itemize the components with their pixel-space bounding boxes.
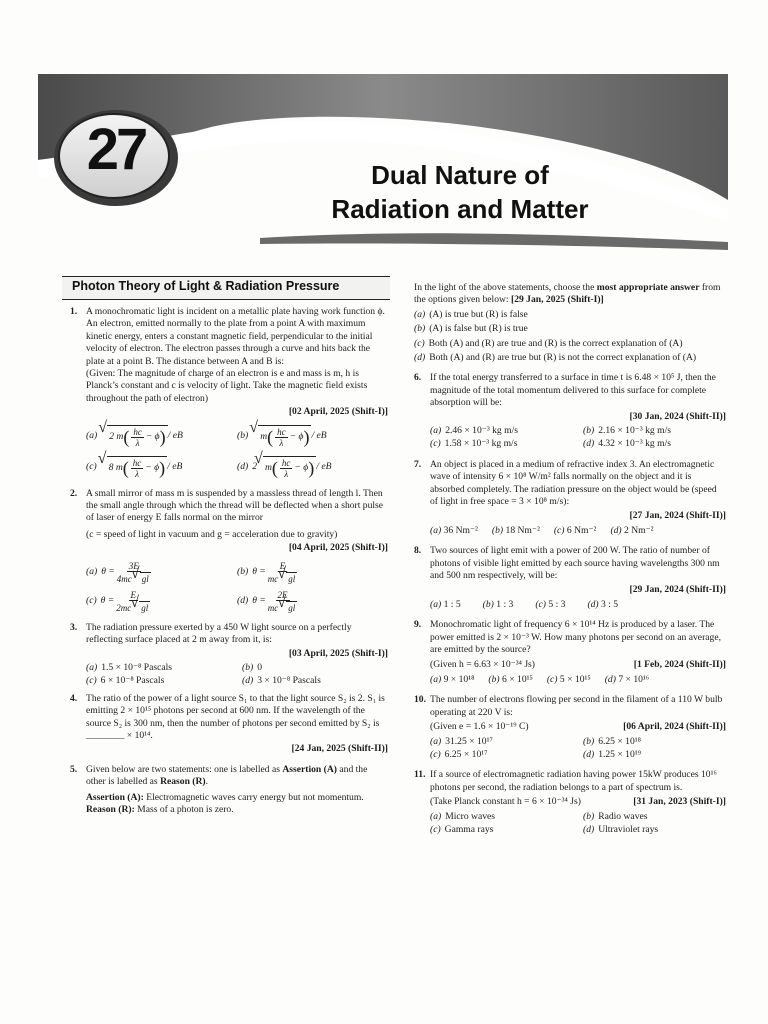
question-10	[414, 694, 726, 761]
question-1	[70, 306, 388, 479]
question-number: 9.	[414, 619, 422, 631]
options-row	[86, 456, 388, 479]
option-a: (a) 31.25 × 10¹⁷	[430, 735, 493, 747]
options-grid	[430, 425, 726, 451]
option-c: (c) Gamma rays	[430, 824, 494, 836]
option-a: (a) 36 Nm⁻²	[430, 524, 478, 536]
option-b: (b) 2.16 × 10⁻³ kg m/s	[583, 425, 671, 437]
option-c: (c) 6 × 10⁻⁸ Pascals	[86, 675, 165, 687]
exam-reference: [31 Jan, 2023 (Shift-I)]	[633, 796, 726, 808]
option-a: (a) √ 2 m ( $\frac{hc}{\lambda}$ − ϕ ) / eB	[86, 425, 237, 448]
option-c: (c) Both (A) and (R) are true and (R) is the correct explanation of (A)	[414, 337, 683, 349]
question-9	[414, 619, 726, 686]
question-7	[414, 459, 726, 537]
question-text: Monochromatic light of frequency 6 × 10¹⁴ Hz is produced by a laser. The power emitted is 2 × 10⁻³ W. How many photons per second on an average, are emitted by the source?	[430, 619, 721, 656]
question-given: (Given: The magnitude of charge of an electron is e and mass is m, h is Planck’s constant and c is velocity of light. Take the magnetic field exists throughout the path of electron)	[86, 368, 368, 404]
question-text: The radiation pressure exerted by a 450 W light source on a perfectly reflecting surface placed at 2 m away from it, is:	[86, 621, 352, 646]
question-number: 10.	[414, 694, 426, 706]
question-number: 1.	[70, 306, 78, 317]
question-text: An object is placed in a medium of refractive index 3. An electromagnetic wave of intensity 6 × 10⁸ W/m² falls normally on the object and it is absorbed completely. The radiation pressure on the object would be (speed of light in free space = 3 × 10⁸ m/s):	[430, 458, 717, 508]
question-text: In the light of the above statements, choose the most appropriate answer from the options given below: [29 Jan, 2025 (Shift-I)]	[414, 282, 721, 306]
left-column	[70, 306, 388, 821]
question-given: (Given e = 1.6 × 10⁻¹⁹ C)	[430, 721, 529, 733]
chapter-title	[290, 158, 630, 226]
options-inline	[430, 525, 726, 537]
option-b: (b) 1 : 3	[482, 598, 514, 610]
exam-reference: [30 Jan, 2024 (Shift-II)]	[629, 410, 726, 422]
option-c: (c) 5 × 10¹⁵	[546, 673, 591, 685]
option-b: (b) 18 Nm⁻²	[491, 524, 540, 536]
option-b: (b) θ = $\frac{E}{mc√ gl}$	[237, 561, 388, 584]
question-number: 2.	[70, 487, 78, 499]
option-d: (d) 2 Nm⁻²	[610, 524, 654, 536]
question-3	[70, 622, 388, 688]
exam-reference: [29 Jan, 2024 (Shift-II)]	[629, 583, 726, 595]
exam-reference: [02 April, 2025 (Shift-I)]	[288, 406, 388, 418]
options-grid	[430, 736, 726, 762]
options-row	[86, 561, 388, 584]
option-a: (a) 1.5 × 10⁻⁸ Pascals	[86, 661, 173, 673]
question-text: The ratio of the power of a light source S₁ to that the light source S₂ is 2. S₁ is emitting 2 × 10¹⁵ photons per second at 600 nm. If the wavelength of the source S₂ is 300 nm, then the number of photons per second emitted by S₂ is ________ × 10¹⁴.	[86, 692, 385, 741]
option-c: (c) 5 : 3	[535, 598, 566, 610]
option-d: (d) 7 × 10¹⁶	[604, 673, 650, 685]
option-c: (c) θ = $\frac{E}{2mc√ gl}$	[86, 590, 237, 613]
option-c: (c) 6 Nm⁻²	[553, 524, 597, 536]
option-d: (d) Both (A) and (R) are true but (R) is not the correct explanation of (A)	[414, 352, 697, 364]
option-d: (d) θ = $\frac{2E}{mc√ gl}$	[237, 590, 388, 613]
question-number: 3.	[70, 621, 78, 633]
option-b: (b) √ m ( $\frac{hc}{\lambda}$ − ϕ ) / eB	[237, 425, 388, 448]
question-5	[70, 764, 388, 817]
options-row	[86, 425, 388, 448]
option-d: (d) Ultraviolet rays	[583, 824, 659, 836]
option-a: (a) Micro waves	[430, 810, 496, 822]
option-c: (c) √ 8 m ( $\frac{hc}{\lambda}$ − ϕ ) / eB	[86, 456, 237, 479]
question-text: Given below are two statements: one is labelled as Assertion (A) and the other is labelled as Reason (R).	[86, 763, 368, 788]
option-d: (d) 3 × 10⁻⁸ Pascals	[242, 675, 321, 687]
exam-reference: [04 April, 2025 (Shift-I)]	[288, 542, 388, 554]
option-d: (d) 2 √ m ( $\frac{hc}{\lambda}$ − ϕ ) / eB	[237, 456, 388, 479]
option-c: (c) 1.58 × 10⁻³ kg m/s	[430, 438, 518, 450]
exam-reference: [06 April, 2024 (Shift-II)]	[623, 721, 726, 733]
option-a: (a) θ = $\frac{3E}{4mc√ gl}$	[86, 561, 237, 584]
option-a: (a) 9 × 10¹⁸	[430, 673, 475, 685]
question-2	[70, 488, 388, 613]
assertion-statement: Assertion (A): Electromagnetic waves carry energy but not momentum.	[86, 791, 364, 803]
option-b: (b) 0	[242, 661, 262, 673]
question-4	[70, 693, 388, 756]
option-d: (d) 1.25 × 10¹⁹	[583, 749, 641, 760]
chapter-title-line-1: Dual Nature of	[371, 160, 549, 190]
options-row	[86, 590, 388, 613]
chapter-title-line-2: Radiation and Matter	[331, 194, 589, 224]
option-a: (a) 1 : 5	[430, 598, 461, 610]
question-text: A monochromatic light is incident on a metallic plate having work function ϕ. An electron, emitted normally to the plate from a point A with maximum kinetic energy, enters a constant magnetic field, perpendicular to the initial velocity of electron. The electron passes through a curve and hits back the plate at a point B. The distance between A and B is:	[86, 306, 385, 367]
question-8	[414, 545, 726, 611]
option-c: (c) 6.25 × 10¹⁷	[430, 749, 488, 760]
question-given: (c = speed of light in vacuum and g = acceleration due to gravity)	[86, 528, 338, 540]
option-d: (d) 3 : 5	[587, 598, 619, 610]
option-b: (b) (A) is false but (R) is true	[414, 323, 528, 335]
question-text: Two sources of light emit with a power of 200 W. The ratio of number of photons of visible light emitted by each source having wavelengths 300 nm and 500 nm respectively, will be:	[430, 545, 720, 582]
question-5-continued	[414, 282, 726, 364]
question-text: The number of electrons flowing per second in the filament of a 110 W bulb operating at 220 V is:	[430, 694, 723, 718]
question-text: If the total energy transferred to a surface in time t is 6.48 × 10⁵ J, then the magnitude of the total momentum delivered to this surface for complete absorption will be:	[430, 372, 716, 409]
question-11	[414, 769, 726, 836]
section-header	[62, 276, 390, 300]
chapter-number: 27	[86, 117, 146, 182]
exam-reference: [27 Jan, 2024 (Shift-II)]	[629, 509, 726, 521]
option-b: (b) 6 × 10¹⁵	[488, 673, 533, 685]
question-number: 4.	[70, 692, 78, 704]
right-column	[414, 282, 726, 841]
option-b: (b) 6.25 × 10¹⁸	[583, 735, 641, 747]
question-number: 11.	[414, 769, 426, 781]
options-inline	[430, 674, 726, 686]
exam-reference: [29 Jan, 2025 (Shift-I)]	[511, 294, 604, 306]
option-a: (a) 2.46 × 10⁻³ kg m/s	[430, 425, 518, 437]
question-text: A small mirror of mass m is suspended by a massless thread of length l. Then the small angle through which the thread will be deflected when a short pulse of laser of energy E falls normal on the mirror	[86, 487, 384, 524]
exam-reference: [03 April, 2025 (Shift-I)]	[288, 647, 388, 659]
option-a: (a) (A) is true but (R) is false	[414, 308, 528, 320]
options-grid	[86, 662, 388, 688]
question-given: (Take Planck constant h = 6 × 10⁻³⁴ Js)	[430, 796, 581, 808]
question-6	[414, 372, 726, 450]
exam-reference: [24 Jan, 2025 (Shift-II)]	[291, 743, 388, 755]
question-number: 7.	[414, 458, 422, 470]
exam-reference: [1 Feb, 2024 (Shift-II)]	[633, 658, 726, 670]
option-b: (b) Radio waves	[583, 810, 648, 822]
question-number: 8.	[414, 545, 422, 557]
section-title: Photon Theory of Light & Radiation Pressure	[72, 279, 340, 293]
option-d: (d) 4.32 × 10⁻³ kg m/s	[583, 438, 671, 450]
question-number: 5.	[70, 763, 78, 775]
question-given: (Given h = 6.63 × 10⁻³⁴ Js)	[430, 658, 535, 670]
question-number: 6.	[414, 372, 422, 384]
options-inline	[430, 599, 726, 611]
question-text: If a source of electromagnetic radiation having power 15kW produces 10¹⁶ photons per second, the radiation belongs to a part of spectrum is.	[430, 769, 717, 793]
options-grid	[430, 811, 726, 837]
reason-statement: Reason (R): Mass of a photon is zero.	[86, 803, 234, 815]
